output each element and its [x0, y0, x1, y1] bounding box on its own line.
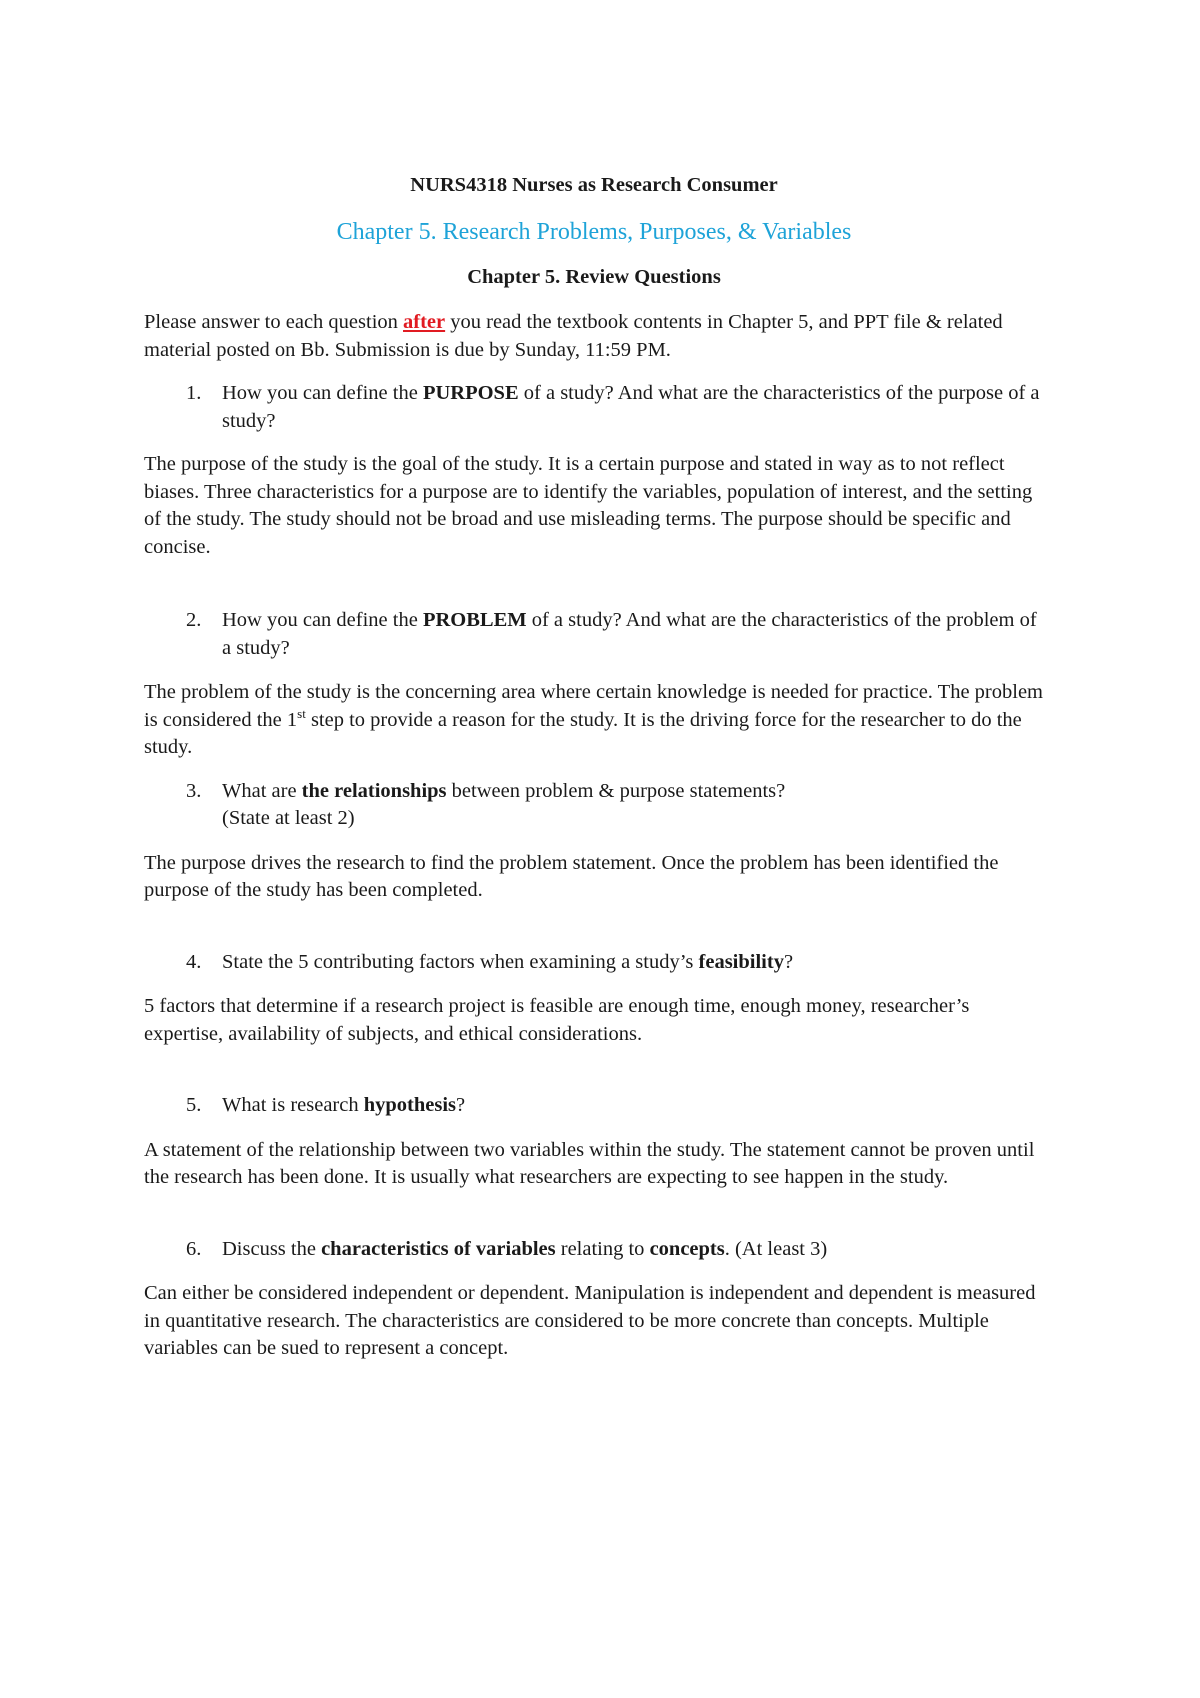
question-number: 3. — [186, 779, 202, 802]
question-text: What are — [222, 779, 302, 802]
question-number: 2. — [186, 609, 202, 631]
document-content — [144, 172, 1044, 1363]
question-keyword: concepts — [649, 1237, 725, 1260]
question-text: How you can define the — [222, 382, 423, 404]
question-keyword: the relationships — [301, 779, 447, 802]
answer-text: The problem of the study is the concerning area where certain knowledge is needed for practice. The problem is considered the 1 — [144, 681, 1043, 731]
question-text: relating to — [555, 1237, 650, 1260]
question-number: 1. — [186, 382, 202, 404]
answer-4: 5 factors that determine if a research project is feasible are enough time, enough money, researcher’s expertise, availability of subjects, and ethical considerations. — [144, 995, 970, 1045]
answer-3: The purpose drives the research to find the problem statement. Once the problem has been identified the purpose of the study has been completed. — [144, 851, 999, 901]
instructions-emphasis: after — [403, 311, 446, 333]
question-text: State the 5 contributing factors when examining a study’s — [222, 950, 699, 973]
ordinal-superscript: st — [297, 705, 306, 721]
answer-6: Can either be considered independent or dependent. Manipulation is independent and dependent is measured in quantitative research. The characteristics are considered to be more concrete than concepts. Multiple variables can be sued to represent a concept. — [144, 1282, 1036, 1359]
question-4 — [144, 949, 1044, 977]
question-5 — [144, 1092, 1044, 1120]
question-number: 4. — [186, 950, 202, 973]
question-text: ? — [456, 1094, 466, 1116]
chapter-heading: Chapter 5. Research Problems, Purposes, & Variables — [336, 219, 852, 245]
question-keyword: characteristics of variables — [321, 1237, 556, 1260]
question-number: 5. — [186, 1094, 202, 1116]
question-6 — [144, 1236, 1044, 1264]
question-keyword: feasibility — [698, 950, 784, 973]
answer-1: The purpose of the study is the goal of the study. It is a certain purpose and stated in way as to not reflect biases. Three characteristics for a purpose are to identify the variables, population of interest, and the setting of the study. The study should not be broad and use misleading terms. The purpose should be specific and concise. — [144, 453, 1033, 558]
question-text: How you can define the — [222, 609, 423, 631]
question-text: ? — [783, 950, 794, 973]
question-keyword: hypothesis — [363, 1094, 456, 1116]
answer-text: step to provide a reason for the study. It is the driving force for the researcher to do the study. — [144, 708, 1022, 758]
question-text: What is research — [222, 1094, 364, 1116]
question-text: . (At least 3) — [724, 1237, 828, 1260]
question-number: 6. — [186, 1237, 202, 1260]
question-keyword: PURPOSE — [422, 382, 519, 404]
question-text: between problem & purpose statements? — [446, 779, 786, 802]
instructions-paragraph — [144, 309, 1044, 364]
course-title: NURS4318 Nurses as Research Consumer — [410, 174, 778, 196]
question-3 — [144, 778, 1044, 833]
review-questions-heading: Chapter 5. Review Questions — [467, 266, 721, 288]
question-text: of a study? And what are the characteristics of the problem of a study? — [222, 609, 1037, 659]
question-keyword: PROBLEM — [422, 609, 527, 631]
question-2 — [144, 607, 1044, 662]
question-note: (State at least 2) — [222, 807, 355, 829]
instructions-text-start: Please answer to each question — [144, 311, 404, 333]
instructions-text-end: you read the textbook contents in Chapter 5, and PPT file & related material posted on Bb. Submission is due by Sunday, 11:59 PM. — [144, 311, 1003, 361]
question-text: of a study? And what are the characteristics of the purpose of a study? — [222, 382, 1040, 432]
question-text: Discuss the — [222, 1237, 322, 1260]
question-1 — [144, 380, 1044, 435]
answer-2 — [144, 679, 1044, 762]
answer-5: A statement of the relationship between two variables within the study. The statement cannot be proven until the research has been done. It is usually what researchers are expecting to see happen in the study. — [144, 1138, 1035, 1188]
